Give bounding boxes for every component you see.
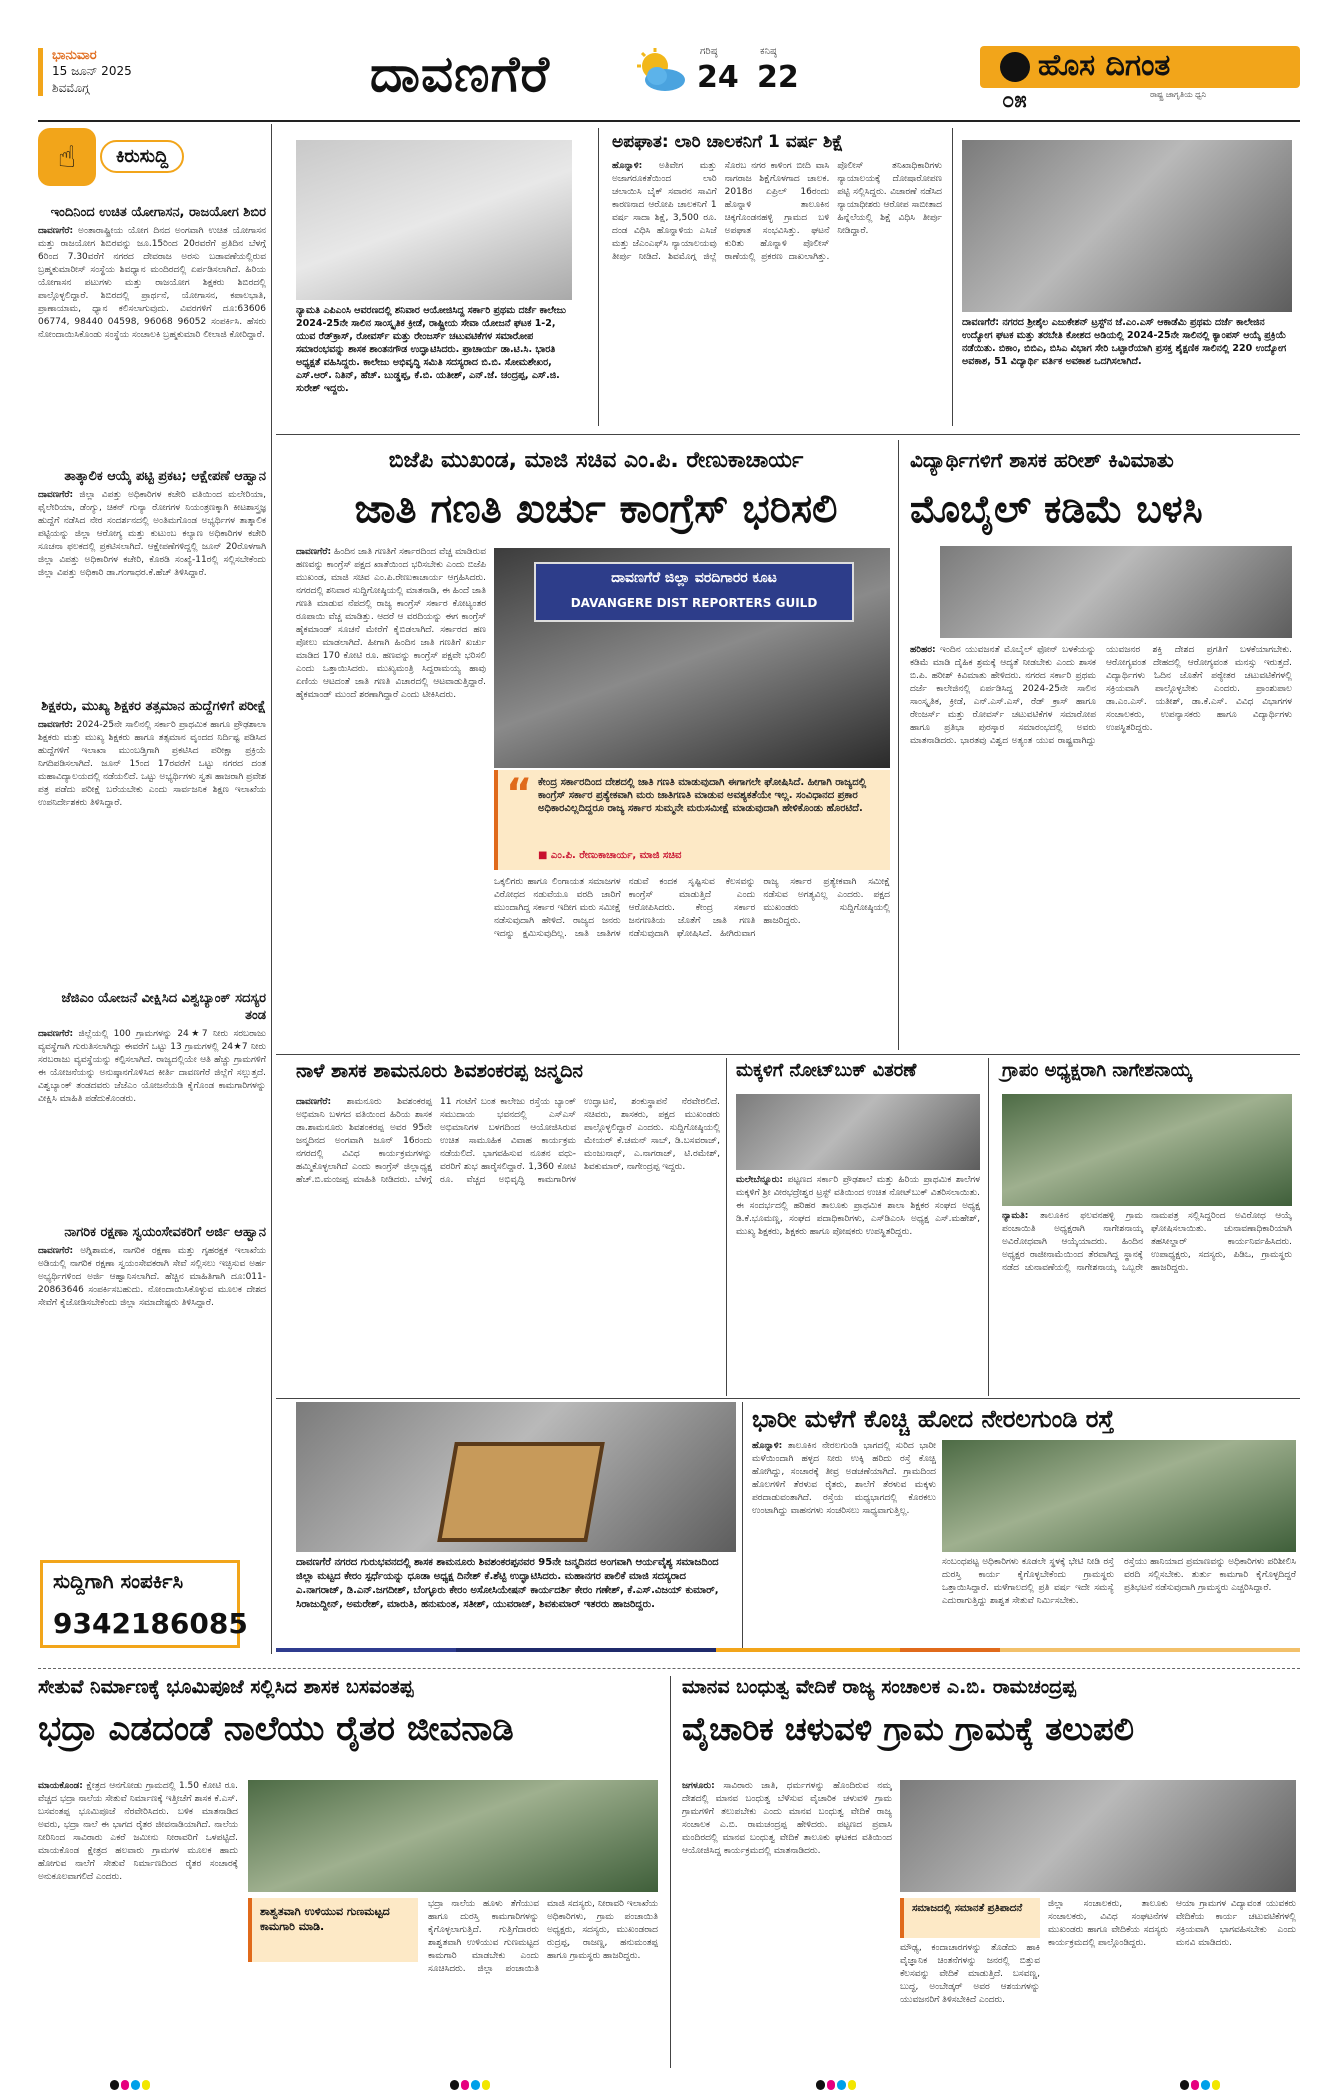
col-rule — [988, 1058, 989, 1396]
campus-photo-caption: ದಾವಣಗೆರೆ: ನಗರದ ಶ್ರೀಶೈಲ ಎಜುಕೇಶನ್ ಟ್ರಸ್ಟ್‌ನ ಜೆ.ಎಂ.ಎಸ್ ಆಕಾಡೆಮಿ ಪ್ರಥಮ ದರ್ಜೆ ಕಾಲೇಜಿನ ಉದ್ಯೋಗ ಘಟಕ ಮತ್ತು ತರಬೇತಿ ಕೋಶದ ಅಡಿಯಲ್ಲಿ 2024-25ನೇ ಸಾಲಿನಲ್ಲಿ ಕ್ಯಾಂಪಸ್ ಆಯ್ಕೆ ಪ್ರಕ್ರಿಯೆ ನಡೆಯಿತು. ಬಿಕಾಂ, ಬಿಬಿಎ, ಬಿಸಿಎ ವಿಭಾಗ ಸೇರಿ ಒಟ್ಟಾರೆಯಾಗಿ ಪ್ರಸಕ್ತ ಶೈಕ್ಷಣಿಕ ಸಾಲಿನಲ್ಲಿ 220 ಉದ್ಯೋಗ ಅವಕಾಶ, 51 ವಿದ್ಯಾರ್ಥಿ ವರ್ತಿಕ ಅವಕಾಶ ಒದಗಿಸಲಾಗಿದೆ. — [962, 317, 1287, 367]
kiru-suddi-column — [38, 128, 266, 1658]
village-body-col1 — [682, 1780, 892, 2066]
village-photo — [900, 1780, 1296, 1892]
notebook-body: ಪಟ್ಟಣದ ಸರ್ಕಾರಿ ಪ್ರೌಢಶಾಲೆ ಮತ್ತು ಹಿರಿಯ ಪ್ರಾಥಮಿಕ ಶಾಲೆಗಳ ಮಕ್ಕಳಿಗೆ ಶ್ರೀ ವೀರಭದ್ರೇಶ್ವರ ಟ್ರಸ್ಟ್ ವತಿಯಿಂದ ಉಚಿತ ನೋಟ್‌ಬುಕ್ ವಿತರಿಸಲಾಯಿತು. ಈ ಸಂದರ್ಭದಲ್ಲಿ ಹರಿಹರ ತಾಲೂಕು ಪ್ರಾಥಮಿಕ ಶಾಲಾ ಶಿಕ್ಷಕರ ಸಂಘದ ಅಧ್ಯಕ್ಷ ಡಿ.ಕೆ.ಭೂಮಣ್ಣ, ಸಂಘದ ಪದಾಧಿಕಾರಿಗಳು, ಎಸ್‌ಡಿಎಂಸಿ ಅಧ್ಯಕ್ಷ ಎಸ್.ಮಹೇಶ್, ಮುಖ್ಯ ಶಿಕ್ಷಕರು, ಶಿಕ್ಷಕರು ಹಾಗೂ ಪೋಷಕರು ಉಪಸ್ಥಿತರಿದ್ದರು. — [736, 1175, 980, 1237]
registration-mark-icon — [450, 2080, 490, 2090]
grampam-body-wrap — [1002, 1210, 1292, 1390]
min-label: ಕನಿಷ್ಠ — [760, 46, 777, 57]
day: ಭಾನುವಾರ — [52, 48, 97, 63]
road-body-col1 — [752, 1440, 936, 1626]
guild-banner-kn: ದಾವಣಗೆರೆ ಜಿಲ್ಲಾ ವರದಿಗಾರರ ಕೂಟ — [611, 570, 777, 586]
brief-body-wrap — [38, 225, 266, 453]
village-body-4: ಆಯಾ ಗ್ರಾಮಗಳ ವಿದ್ಯಾವಂತ ಯುವಕರು ವೇದಿಕೆಯ ಕಾರ್ಯ ಚಟುವಟಿಕೆಗಳಲ್ಲಿ ಸಕ್ರಿಯವಾಗಿ ಭಾಗವಹಿಸಬೇಕು ಎಂದು ಮನವಿ ಮಾಡಿದರು. — [1176, 1899, 1296, 1948]
page-number: ೦೫ — [1002, 88, 1027, 113]
col-rule — [726, 1058, 727, 1396]
lamp-icon — [1000, 52, 1030, 82]
guild-banner-en: DAVANGERE DIST REPORTERS GUILD — [570, 596, 818, 610]
village-body-3: ಜಿಲ್ಲಾ ಸಂಚಾಲಕರು, ತಾಲೂಕು ಸಂಚಾಲಕರು, ವಿವಿಧ ಸಂಘಟನೆಗಳ ಮುಖಂಡರು ಹಾಗೂ ವೇದಿಕೆಯ ಸದಸ್ಯರು ಕಾರ್ಯಕ್ರಮದಲ್ಲಿ ಪಾಲ್ಗೊಂಡಿದ್ದರು. — [1048, 1899, 1168, 1948]
road-body-col2 — [942, 1556, 1114, 1636]
canal-box-title: ಶಾಶ್ವತವಾಗಿ ಉಳಿಯುವ ಗುಣಮಟ್ಟದ ಕಾಮಗಾರಿ ಮಾಡಿ. — [260, 1905, 390, 1933]
accident-body: ಅತಿವೇಗ ಮತ್ತು ಅಜಾಗರೂಕತೆಯಿಂದ ಲಾರಿ ಚಲಾಯಿಸಿ ಬೈಕ್ ಸವಾರನ ಸಾವಿಗೆ ಕಾರಣನಾದ ಆರೋಪಿ ಚಾಲಕನಿಗೆ 1 ವರ್ಷ ಸಾದಾ ಶಿಕ್ಷೆ, 3,500 ರೂ. ದಂಡ ವಿಧಿಸಿ ಹೊನ್ನಾಳಿಯ ಎಸಿಜೆ ಮತ್ತು ಜೆಎಂಎಫ್‌ಸಿ ನ್ಯಾಯಾಲಯವು ತೀರ್ಪು ನೀಡಿದೆ. ಶಿವಮೊಗ್ಗ ಜಿಲ್ಲೆ ಸೊರಬ ನಗರ ಕಾಳಿಂಗ ಬೀದಿ ವಾಸಿ ನಾಗರಾಜ ಶಿಕ್ಷೆಗೊಳಗಾದ ಚಾಲಕ. 2018ರ ಏಪ್ರಿಲ್ 16ರಂದು ಹೊನ್ನಾಳಿ ತಾಲೂಕಿನ ಚಿಕ್ಕಗೊಂಡನಹಳ್ಳಿ ಗ್ರಾಮದ ಬಳಿ ಅಪಘಾತ ಸಂಭವಿಸಿತ್ತು. ಘಟನೆ ಕುರಿತು ಹೊನ್ನಾಳಿ ಪೊಲೀಸ್ ಠಾಣೆಯಲ್ಲಿ ಪ್ರಕರಣ ದಾಖಲಾಗಿತ್ತು. ಪೊಲೀಸ್ ತನಿಖಾಧಿಕಾರಿಗಳು ನ್ಯಾಯಾಲಯಕ್ಕೆ ದೋಷಾರೋಪಣ ಪಟ್ಟಿ ಸಲ್ಲಿಸಿದ್ದರು. ವಿಚಾರಣೆ ನಡೆಸಿದ ನ್ಯಾಯಾಧೀಶರು ಆರೋಪ ಸಾಬೀತಾದ ಹಿನ್ನೆಲೆಯಲ್ಲಿ ಶಿಕ್ಷೆ ವಿಧಿಸಿ ತೀರ್ಪು ನೀಡಿದ್ದಾರೆ. — [612, 161, 942, 262]
col-rule — [952, 128, 953, 426]
brief-place: ದಾವಣಗೆರೆ: — [38, 490, 74, 500]
birthday-body-wrap — [296, 1096, 720, 1392]
brief-body-wrap — [38, 1245, 266, 1403]
brief-title: ತಾತ್ಕಾಲಿಕ ಆಯ್ಕೆ ಪಟ್ಟಿ ಪ್ರಕಟ; ಆಕ್ಷೇಪಣೆ ಆಹ್ವಾನ — [64, 469, 266, 484]
weather-icon — [635, 48, 687, 94]
canal-body-col2 — [428, 1898, 658, 2066]
brief-item — [38, 468, 266, 683]
registration-mark-icon — [110, 2080, 150, 2090]
brief-item — [38, 204, 266, 453]
col-rule — [670, 1676, 671, 2068]
village-kicker: ಮಾನವ ಬಂಧುತ್ವ ವೇದಿಕೆ ರಾಜ್ಯ ಸಂಚಾಲಕ ಎ.ಬಿ. ರಾಮಚಂದ್ರಪ್ಪ — [682, 1676, 1076, 1698]
road-body: ತಾಲೂಕಿನ ನೇರಲಗುಂಡಿ ಭಾಗದಲ್ಲಿ ಸುರಿದ ಭಾರೀ ಮಳೆಯಿಂದಾಗಿ ಹಳ್ಳದ ನೀರು ಉಕ್ಕಿ ಹರಿದು ರಸ್ತೆ ಕೊಚ್ಚಿ ಹೋಗಿದ್ದು, ಸಂಚಾರಕ್ಕೆ ತೀವ್ರ ಅಡಚಣೆಯಾಗಿದೆ. ಗ್ರಾಮದಿಂದ ಹೊಲಗಳಿಗೆ ತೆರಳುವ ರೈತರು, ಶಾಲೆಗೆ ತೆರಳುವ ಮಕ್ಕಳು ಪರದಾಡುವಂತಾಗಿದೆ. ರಸ್ತೆಯ ಮಧ್ಯಭಾಗದಲ್ಲಿ ಕೊರಕಲು ಉಂಟಾಗಿದ್ದು ವಾಹನಗಳು ಸಂಚರಿಸಲು ಸಾಧ್ಯವಾಗುತ್ತಿಲ್ಲ. — [752, 1441, 936, 1516]
village-headline: ವೈಚಾರಿಕ ಚಳುವಳಿ ಗ್ರಾಮ ಗ್ರಾಮಕ್ಕೆ ತಲುಪಲಿ — [682, 1710, 1134, 1748]
road-body-col3 — [1124, 1556, 1296, 1636]
lead-kicker: ಬಿಜೆಪಿ ಮುಖಂಡ, ಮಾಜಿ ಸಚಿವ ಎಂ.ಪಿ. ರೇಣುಕಾಚಾರ್ಯ — [388, 448, 804, 473]
mobile-photo — [940, 546, 1292, 638]
separator-bar — [1000, 1648, 1300, 1652]
col-rule — [742, 1402, 743, 1650]
village-box-title: ಸಮಾಜದಲ್ಲಿ ಸಮಾನತೆ ಪ್ರತಿಪಾದನೆ — [912, 1903, 1023, 1914]
canal-body-2: ಭದ್ರಾ ನಾಲೆಯ ಹೂಳು ತೆಗೆಯುವ ಹಾಗೂ ದುರಸ್ತಿ ಕಾಮಗಾರಿಗಳನ್ನು ಕೈಗೊಳ್ಳಲಾಗುತ್ತಿದೆ. ಗುತ್ತಿಗೆದಾರರು ಶಾಶ್ವತವಾಗಿ ಉಳಿಯುವ ಗುಣಮಟ್ಟದ ಕಾಮಗಾರಿ ಮಾಡಬೇಕು ಎಂದು ಸೂಚಿಸಿದರು. ಜಿಲ್ಲಾ ಪಂಚಾಯಿತಿ ಮಾಜಿ ಸದಸ್ಯರು, ನೀರಾವರಿ ಇಲಾಖೆಯ ಅಧಿಕಾರಿಗಳು, ಗ್ರಾಮ ಪಂಚಾಯಿತಿ ಅಧ್ಯಕ್ಷರು, ಸದಸ್ಯರು, ಮುಖಂಡರಾದ ರುದ್ರಪ್ಪ, ರಾಜಣ್ಣ, ಹನುಮಂತಪ್ಪ ಹಾಗೂ ಗ್ರಾಮಸ್ಥರು ಹಾಜರಿದ್ದರು. — [428, 1899, 658, 1974]
brand-tag: ರಾಷ್ಟ್ರ ಜಾಗೃತಿಯ ಧ್ವನಿ — [1150, 90, 1207, 99]
mobile-headline: ಮೊಬೈಲ್ ಕಡಿಮೆ ಬಳಸಿ — [910, 487, 1203, 531]
brand-logo — [980, 40, 1300, 113]
village-body-col2 — [900, 1942, 1040, 2066]
road-place: ಹೊನ್ನಾಳಿ: — [752, 1441, 783, 1451]
guild-banner — [534, 562, 854, 622]
row-rule — [38, 1668, 1300, 1669]
lead-headline: ಜಾತಿ ಗಣತಿ ಖರ್ಚು ಕಾಂಗ್ರೆಸ್ ಭರಿಸಲಿ — [354, 486, 838, 532]
place: ಶಿವಮೊಗ್ಗ — [52, 81, 90, 95]
canal-kicker: ಸೇತುವೆ ನಿರ್ಮಾಣಕ್ಕೆ ಭೂಮಿಪೂಜೆ ಸಲ್ಲಿಸಿದ ಶಾಸಕ ಬಸವಂತಪ್ಪ — [38, 1676, 414, 1698]
max-label: ಗರಿಷ್ಠ — [700, 46, 718, 57]
village-body-col3 — [1048, 1898, 1168, 2066]
kiru-suddi-label: ಕಿರುಸುದ್ದಿ — [100, 140, 184, 173]
row-rule — [276, 1054, 1300, 1055]
quote-box — [494, 770, 890, 870]
notebook-headline: ಮಕ್ಕಳಿಗೆ ನೋಟ್‌ಬುಕ್ ವಿತರಣೆ — [736, 1060, 917, 1081]
campus-photo — [962, 140, 1292, 312]
brief-title: ಜೆಜಿಎಂ ಯೋಜನೆ ವೀಕ್ಷಿಸಿದ ವಿಶ್ವಬ್ಯಾಂಕ್ ಸದಸ್ಯರ ತಂಡ — [61, 991, 266, 1023]
brief-place: ದಾವಣಗೆರೆ: — [38, 1246, 74, 1256]
carrom-board-icon — [437, 1442, 605, 1542]
mobile-kicker: ವಿದ್ಯಾರ್ಥಿಗಳಿಗೆ ಶಾಸಕ ಹರೀಶ್ ಕಿವಿಮಾತು — [910, 448, 1174, 472]
notebook-photo — [736, 1094, 980, 1170]
brief-item — [38, 1224, 266, 1403]
registration-mark-icon — [1180, 2080, 1220, 2090]
brand-name: ಹೊಸ ದಿಗಂತ — [1038, 48, 1171, 83]
separator-bar — [900, 1648, 1000, 1652]
birthday-body: ಶಾಮನೂರು ಶಿವಶಂಕರಪ್ಪ ಅಭಿಮಾನಿ ಬಳಗದ ವತಿಯಿಂದ ಹಿರಿಯ ಶಾಸಕ ಡಾ.ಶಾಮನೂರು ಶಿವಶಂಕರಪ್ಪ ಅವರ 95ನೇ ಜನ್ಮದಿನದ ಅಂಗವಾಗಿ ಜೂನ್ 16ರಂದು ನಗರದಲ್ಲಿ ವಿವಿಧ ಕಾರ್ಯಕ್ರಮಗಳನ್ನು ಹಮ್ಮಿಕೊಳ್ಳಲಾಗಿದೆ ಎಂದು ಕಾಂಗ್ರೆಸ್ ಜಿಲ್ಲಾಧ್ಯಕ್ಷ ಹೆಚ್.ಬಿ.ಮಂಜಪ್ಪ ಮಾಹಿತಿ ನೀಡಿದರು. ಬೆಳಗ್ಗೆ 11 ಗಂಟೆಗೆ ಬಂತ ಕಾಲೇಜು ರಸ್ತೆಯ ಬ್ಯಾಂಕ್ ಸಮುದಾಯ ಭವನದಲ್ಲಿ ಎಸ್ಎಸ್ ಅಭಿಮಾನಿಗಳ ಬಳಗದಿಂದ ಆಯೋಜಿಸಿರುವ ಉಚಿತ ಸಾಮೂಹಿಕ ವಿವಾಹ ಕಾರ್ಯಕ್ರಮ ನಡೆಯಲಿದೆ. ಭಾಗವಹಿಸುವ ನೂತನ ವಧು-ವರರಿಗೆ ಶುಭ ಹಾರೈಸಲಿದ್ದಾರೆ. 1,360 ಕೋಟಿ ರೂ. ವೆಚ್ಚದ ಅಭಿವೃದ್ಧಿ ಕಾಮಗಾರಿಗಳ ಉದ್ಘಾಟನೆ, ಶಂಕುಸ್ಥಾಪನೆ ನೆರವೇರಲಿದೆ. ಸಚಿವರು, ಶಾಸಕರು, ಪಕ್ಷದ ಮುಖಂಡರು ಪಾಲ್ಗೊಳ್ಳಲಿದ್ದಾರೆ ಎಂದರು. ಸುದ್ದಿಗೋಷ್ಠಿಯಲ್ಲಿ ಮೇಯರ್ ಕೆ.ಚಮನ್ ಸಾಬ್, ಡಿ.ಬಸವರಾಜ್, ಮಂಜುನಾಥ್, ಎ.ನಾಗರಾಜ್, ಟಿ.ರಮೇಶ್, ಶಿವಕುಮಾರ್, ನಾಗೇಂದ್ರಪ್ಪ ಇದ್ದರು. — [296, 1097, 720, 1185]
orange-rule-icon — [38, 48, 43, 96]
lead-body-col1 — [296, 546, 486, 1046]
canal-body-col1 — [38, 1780, 238, 2066]
masthead-rule — [38, 120, 1300, 122]
notebook-place: ಮಲೇಬೆನ್ನೂರು: — [736, 1175, 784, 1185]
mobile-body: ಇಂದಿನ ಯುವಜನತೆ ಮೊಬೈಲ್ ಫೋನ್ ಬಳಕೆಯನ್ನು ಕಡಿಮೆ ಮಾಡಿ ದೈಹಿಕ ಶ್ರಮಕ್ಕೆ ಆದ್ಯತೆ ನೀಡಬೇಕು ಎಂದು ಶಾಸಕ ಬಿ.ಪಿ. ಹರೀಶ್ ಕಿವಿಮಾತು ಹೇಳಿದರು. ನಗರದ ಸರ್ಕಾರಿ ಪ್ರಥಮ ದರ್ಜೆ ಕಾಲೇಜಿನಲ್ಲಿ ಏರ್ಪಡಿಸಿದ್ದ 2024-25ನೇ ಸಾಲಿನ ಸಾಂಸ್ಕೃತಿಕ, ಕ್ರೀಡೆ, ಎನ್.ಎಸ್.ಎಸ್, ರೆಡ್ ಕ್ರಾಸ್ ಹಾಗೂ ರೇಂಜರ್ಸ್ ಮತ್ತು ರೋವರ್ಸ್ ಚಟುವಟಿಕೆಗಳ ಸಮಾರೋಪ ಹಾಗೂ ಪ್ರತಿಭಾ ಪುರಸ್ಕಾರ ಸಮಾರಂಭದಲ್ಲಿ ಅವರು ಮಾತನಾಡಿದರು. ಭಾರತವು ವಿಶ್ವದ ಅತ್ಯಂತ ಯುವ ರಾಷ್ಟ್ರವಾಗಿದ್ದು ಯುವಜನರ ಶಕ್ತಿ ದೇಶದ ಪ್ರಗತಿಗೆ ಬಳಕೆಯಾಗಬೇಕು. ಆರೋಗ್ಯವಂತ ದೇಹದಲ್ಲಿ ಆರೋಗ್ಯವಂತ ಮನಸ್ಸು ಇರುತ್ತದೆ. ವಿದ್ಯಾರ್ಥಿಗಳು ಓದಿನ ಜೊತೆಗೆ ಪಠ್ಯೇತರ ಚಟುವಟಿಕೆಗಳಲ್ಲಿ ಸಕ್ರಿಯವಾಗಿ ಪಾಲ್ಗೊಳ್ಳಬೇಕು ಎಂದರು. ಪ್ರಾಂಶುಪಾಲ ಡಾ.ಎಂ.ಎಸ್. ಯತೀಶ್, ಡಾ.ಕೆ.ಎಸ್. ವಿವಿಧ ವಿಭಾಗಗಳ ಸಂಚಾಲಕರು, ಉಪನ್ಯಾಸಕರು ಹಾಗೂ ವಿದ್ಯಾರ್ಥಿಗಳು ಉಪಸ್ಥಿತರಿದ್ದರು. — [910, 645, 1292, 746]
grampam-place: ನ್ಯಾಮತಿ: — [1002, 1211, 1029, 1221]
quote-text: ಕೇಂದ್ರ ಸರ್ಕಾರದಿಂದ ದೇಶದಲ್ಲಿ ಜಾತಿ ಗಣತಿ ಮಾಡುವುದಾಗಿ ಈಗಾಗಲೇ ಘೋಷಿಸಿದೆ. ಹೀಗಾಗಿ ರಾಜ್ಯದಲ್ಲಿ ಕಾಂಗ್ರೆಸ್ ಸರ್ಕಾರ ಪ್ರತ್ಯೇಕವಾಗಿ ಮರು ಜಾತಿಗಣತಿ ಮಾಡುವ ಅವಶ್ಯಕತೆಯೇ ಇಲ್ಲ. ಸಂವಿಧಾನದ ಪ್ರಕಾರ ಅಧಿಕಾರವಿಲ್ಲದಿದ್ದರೂ ರಾಜ್ಯ ಸರ್ಕಾರ ಸುಮ್ಮನೇ ಮರುಸಮೀಕ್ಷೆ ಮಾಡುವುದಾಗಿ ಹೇಳಿಕೊಂಡು ಹೊರಟಿದೆ. — [538, 777, 867, 814]
city-title: ದಾವಣಗೆರೆ — [370, 45, 550, 103]
brief-body: 2024-25ನೇ ಸಾಲಿನಲ್ಲಿ ಸರ್ಕಾರಿ ಪ್ರಾಥಮಿಕ ಹಾಗೂ ಪ್ರೌಢಶಾಲಾ ಶಿಕ್ಷಕರು ಮತ್ತು ಮುಖ್ಯ ಶಿಕ್ಷಕರು ಹಾಗೂ ತತ್ಸಮಾನ ವೃಂದದ ನಿರ್ದಿಷ್ಟ ಪಡಿಸಿದ ಹುದ್ದೆಗಳಿಗೆ ಇಲಾಖಾ ಮುಂಬಡ್ತಿಗಾಗಿ ಪ್ರಕಟಿಸಿದ ಪರೀಕ್ಷಾ ಪ್ರಕ್ರಿಯೆ ನಿಗದಿಪಡಿಸಲಾಗಿದೆ. ಜೂನ್ 15ಂದ 17ರವರೆಗೆ ಒಟ್ಟು ನಗರದ ದಂತ ಮಹಾವಿದ್ಯಾಲಯದಲ್ಲಿ ನಡೆಯಲಿದೆ. ಒಟ್ಟು ಅಭ್ಯರ್ಥಿಗಳು ಸ್ವತಃ ಹಾಜರಾಗಿ ಪ್ರವೇಶ ಪತ್ರ ಪಡೆದು ಪರೀಕ್ಷೆ ಬರೆಯಬೇಕು ಎಂದು ಸಾರ್ವಜನಿಕ ಶಿಕ್ಷಣ ಇಲಾಖೆಯ ಉಪನಿರ್ದೇಶಕರು ತಿಳಿಸಿದ್ದಾರೆ. — [38, 720, 266, 808]
lead-body-cont: ಒಕ್ಕಲಿಗರು ಹಾಗೂ ಲಿಂಗಾಯತ ಸಮಾಜಗಳ ವಿರೋಧದ ನಡುವೆಯೂ ವರದಿ ಜಾರಿಗೆ ಮುಂದಾಗಿದ್ದ ಸರ್ಕಾರ ಇದೀಗ ಮರು ಸಮೀಕ್ಷೆ ನಡೆಸುವುದಾಗಿ ಹೇಳಿದೆ. ರಾಜ್ಯದ ಜನರು ಇದನ್ನು ಕ್ಷಮಿಸುವುದಿಲ್ಲ. ಜಾತಿ ಜಾತಿಗಳ ನಡುವೆ ಕಂದಕ ಸೃಷ್ಟಿಸುವ ಕೆಲಸವನ್ನು ಕಾಂಗ್ರೆಸ್ ಮಾಡುತ್ತಿದೆ ಎಂದು ಆರೋಪಿಸಿದರು. ಕೇಂದ್ರ ಸರ್ಕಾರ ಜನಗಣತಿಯ ಜೊತೆಗೆ ಜಾತಿ ಗಣತಿ ನಡೆಸುವುದಾಗಿ ಘೋಷಿಸಿದೆ. ಹೀಗಿರುವಾಗ ರಾಜ್ಯ ಸರ್ಕಾರ ಪ್ರತ್ಯೇಕವಾಗಿ ಸಮೀಕ್ಷೆ ನಡೆಸುವ ಅಗತ್ಯವಿಲ್ಲ ಎಂದರು. ಪಕ್ಷದ ಮುಖಂಡರು ಸುದ್ದಿಗೋಷ್ಠಿಯಲ್ಲಿ ಹಾಜರಿದ್ದರು. — [494, 877, 890, 939]
grampam-headline: ಗ್ರಾಪಂ ಅಧ್ಯಕ್ಷರಾಗಿ ನಾಗೇಶನಾಯ್ಕ — [1002, 1060, 1192, 1081]
mobile-place: ಹರಿಹರ: — [910, 645, 936, 655]
brief-place: ದಾವಣಗೆರೆ: — [38, 226, 74, 236]
road-body-2: ಸಂಬಂಧಪಟ್ಟ ಅಧಿಕಾರಿಗಳು ಕೂಡಲೇ ಸ್ಥಳಕ್ಕೆ ಭೇಟಿ ನೀಡಿ ರಸ್ತೆ ದುರಸ್ತಿ ಕಾರ್ಯ ಕೈಗೊಳ್ಳಬೇಕೆಂದು ಗ್ರಾಮಸ್ಥರು ಒತ್ತಾಯಿಸಿದ್ದಾರೆ. ಮಳೆಗಾಲದಲ್ಲಿ ಪ್ರತಿ ವರ್ಷ ಇದೇ ಸಮಸ್ಯೆ ಎದುರಾಗುತ್ತಿದ್ದು ಶಾಶ್ವತ ಸೇತುವೆ ನಿರ್ಮಿಸಬೇಕು. — [942, 1557, 1114, 1606]
brief-body-wrap — [38, 719, 266, 965]
brief-item — [38, 698, 266, 965]
brief-place: ದಾವಣಗೆರೆ: — [38, 1029, 74, 1039]
road-photo — [942, 1440, 1296, 1552]
canal-body: ಕ್ಷೇತ್ರದ ಆನಗೋಡು ಗ್ರಾಮದಲ್ಲಿ 1.50 ಕೋಟಿ ರೂ. ವೆಚ್ಚದ ಭದ್ರಾ ನಾಲೆಯ ಸೇತುವೆ ನಿರ್ಮಾಣಕ್ಕೆ ಇತ್ತೀಚೆಗೆ ಶಾಸಕ ಕೆ.ಎಸ್. ಬಸವಂತಪ್ಪ ಭೂಮಿಪೂಜೆ ನೆರವೇರಿಸಿದರು. ಬಳಿಕ ಮಾತನಾಡಿದ ಅವರು, ಭದ್ರಾ ನಾಲೆ ಈ ಭಾಗದ ರೈತರ ಜೀವನಾಡಿಯಾಗಿದೆ. ನಾಲೆಯ ನೀರಿನಿಂದ ಸಾವಿರಾರು ಎಕರೆ ಜಮೀನು ನೀರಾವರಿಗೆ ಒಳಪಟ್ಟಿದೆ. ಮಾಯಕೊಂಡ ಕ್ಷೇತ್ರದ ಹಲವಾರು ಗ್ರಾಮಗಳ ಮೂಲಕ ಹಾದು ಹೋಗುವ ನಾಲೆಗೆ ಸೇತುವೆ ನಿರ್ಮಾಣದಿಂದ ರೈತರ ಸಂಚಾರಕ್ಕೆ ಅನುಕೂಲವಾಗಲಿದೆ ಎಂದರು. — [38, 1781, 238, 1882]
contact-label: ಸುದ್ದಿಗಾಗಿ ಸಂಪರ್ಕಿಸಿ — [53, 1569, 184, 1593]
contact-box — [40, 1560, 248, 1648]
contact-number: 9342186085 — [53, 1607, 248, 1640]
quote-by: ■ ಎಂ.ಪಿ. ರೇಣುಕಾಚಾರ್ಯ, ಮಾಜಿ ಸಚಿವ — [538, 850, 682, 861]
col-rule — [898, 440, 899, 1050]
canal-box — [248, 1898, 418, 1962]
event-photo-caption: ನ್ಯಾಮತಿ ಎಪಿಎಂಸಿ ಆವರಣದಲ್ಲಿ ಶನಿವಾರ ಆಯೋಜಿಸಿದ್ದ ಸರ್ಕಾರಿ ಪ್ರಥಮ ದರ್ಜೆ ಕಾಲೇಜು 2024-25ನೇ ಸಾಲಿನ ಸಾಂಸ್ಕೃತಿಕ ಕ್ರೀಡೆ, ರಾಷ್ಟ್ರೀಯ ಸೇವಾ ಯೋಜನೆ ಘಟಕ 1-2, ಯುವ ರೆಡ್‌ಕ್ರಾಸ್, ರೋವರ್ಸ್ ಮತ್ತು ರೇಂಜರ್ಸ್ ಚಟುವಟಿಕೆಗಳ ಸಮಾರೋಪ ಸಮಾರಂಭವನ್ನು ಶಾಸಕ ಶಾಂತನಗೌಡ ಉದ್ಘಾಟಿಸಿದರು. ಪ್ರಾಚಾರ್ಯ ಡಾ.ಟಿ.ಸಿ. ಭಾರತಿ ಅಧ್ಯಕ್ಷತೆ ವಹಿಸಿದ್ದರು. ಕಾಲೇಜು ಅಭಿವೃದ್ಧಿ ಸಮಿತಿ ಸದಸ್ಯರಾದ ಬಿ.ಬಿ. ಸೋಮಶೇಖರ, ಎಸ್.ಆರ್. ನಿತಿನ್, ಹೆಚ್. ಬುಡ್ಡಪ್ಪ, ಕೆ.ಬಿ. ಯತೀಶ್, ಎನ್.ಜೆ. ಚಂದ್ರಪ್ಪ, ಎಸ್.ಜಿ. ಸುರೇಶ್ ಇದ್ದರು. — [296, 305, 566, 394]
hand-icon: ☝ — [38, 128, 96, 186]
min-temp: 22 — [757, 60, 799, 95]
brief-title: ಶಿಕ್ಷಕರು, ಮುಖ್ಯ ಶಿಕ್ಷಕರ ತತ್ಸಮಾನ ಹುದ್ದೆಗಳಿಗೆ ಪರೀಕ್ಷೆ — [41, 699, 266, 714]
brief-item — [38, 990, 266, 1216]
brief-body: ಅಂತಾರಾಷ್ಟ್ರೀಯ ಯೋಗ ದಿನದ ಅಂಗವಾಗಿ ಉಚಿತ ಯೋಗಾಸನ ಮತ್ತು ರಾಜಯೋಗ ಶಿಬಿರವನ್ನು ಜೂ.15ರಿಂದ 20ರವರೆಗೆ ಪ್ರತಿದಿನ ಬೆಳಗ್ಗೆ 6ರಿಂದ 7.30ವರೆಗೆ ನಗರದ ದೇವರಾಜ ಅರಸು ಬಡಾವಣೆಯಲ್ಲಿರುವ ಬ್ರಹ್ಮಕುಮಾರೀಸ್ ಸಂಸ್ಥೆಯ ಶಿವಧ್ಯಾನ ಮಂದಿರದಲ್ಲಿ ಏರ್ಪಡಿಸಲಾಗಿದೆ. ಹಿರಿಯ ಯೋಗಾಸನ ಪಟುಗಳು ಮತ್ತು ರಾಜಯೋಗ ಶಿಕ್ಷಕರು ಶಿಬಿರದಲ್ಲಿ ಪಾಲ್ಗೊಳ್ಳಲಿದ್ದಾರೆ. ಶಿಬಿರದಲ್ಲಿ ಪ್ರಾರ್ಥನೆ, ಯೋಗಾಸನ, ಕಪಾಲಭಾತಿ, ಪ್ರಾಣಾಯಾಮ, ಧ್ಯಾನ ಕಲಿಸಲಾಗುವುದು. ವಿವರಗಳಿಗೆ ದೂ:63606 06774, 98440 04598, 96068 96052 ಸಂಪರ್ಕಿಸಿ. ಹೆಸರು ನೋಂದಾಯಿಸಿಕೊಂಡು ಸಂಸ್ಥೆಯ ಸಂಚಾಲಕಿ ಬ್ರಹ್ಮಕುಮಾರಿ ಲೀಲಾಜಿ ಕೋರಿದ್ದಾರೆ. — [38, 226, 266, 340]
max-temp: 24 — [697, 60, 739, 95]
lead-body: ಹಿಂದಿನ ಜಾತಿ ಗಣತಿಗೆ ಸರ್ಕಾರದಿಂದ ವೆಚ್ಚ ಮಾಡಿರುವ ಹಣವನ್ನು ಕಾಂಗ್ರೆಸ್ ಪಕ್ಷದ ಖಾತೆಯಿಂದ ಭರಿಸಬೇಕು ಎಂದು ಬಿಜೆಪಿ ಮುಖಂಡ, ಮಾಜಿ ಸಚಿವ ಎಂ.ಪಿ.ರೇಣುಕಾಚಾರ್ಯ ಆಗ್ರಹಿಸಿದರು. ನಗರದಲ್ಲಿ ಶನಿವಾರ ಸುದ್ದಿಗೋಷ್ಠಿಯಲ್ಲಿ ಮಾತನಾಡಿ, ಈ ಹಿಂದೆ ಜಾತಿ ಗಣತಿ ಮಾಡುವ ನೆಪದಲ್ಲಿ ರಾಜ್ಯ ಕಾಂಗ್ರೆಸ್ ಸರ್ಕಾರ ಕೋಟ್ಯಂತರ ರೂಪಾಯಿ ವೆಚ್ಚ ಮಾಡಿತ್ತು. ಆದರೆ ಆ ವರದಿಯನ್ನು ಈಗ ಕಾಂಗ್ರೆಸ್ ಹೈಕಮಾಂಡ್ ಸೂಚನೆ ಮೇರೆಗೆ ಕೈಬಿಡಲಾಗಿದೆ. ಸರ್ಕಾರದ ಹಣ ಪೋಲು ಮಾಡಲಾಗಿದೆ. ಹೀಗಾಗಿ ಹಿಂದಿನ ಜಾತಿ ಗಣತಿಗೆ ಖರ್ಚು ಮಾಡಿದ 170 ಕೋಟಿ ರೂ. ಹಣವನ್ನು ಕಾಂಗ್ರೆಸ್ ಪಕ್ಷವೇ ಭರಿಸಲಿ ಎಂದು ಒತ್ತಾಯಿಸಿದರು. ಮುಖ್ಯಮಂತ್ರಿ ಸಿದ್ದರಾಮಯ್ಯ ಹಾವು ಏಣಿಯ ಆಟದಂತೆ ಜಾತಿ ಗಣತಿ ವಿಚಾರದಲ್ಲಿ ಆಟವಾಡುತ್ತಿದ್ದಾರೆ. ಹೈಕಮಾಂಡ್ ಮುಂದೆ ಶರಣಾಗಿದ್ದಾರೆ ಎಂದು ಟೀಕಿಸಿದರು. — [296, 547, 486, 700]
event-photo — [296, 140, 572, 300]
village-body: ಸಾವಿರಾರು ಜಾತಿ, ಧರ್ಮಗಳನ್ನು ಹೊಂದಿರುವ ನಮ್ಮ ದೇಶದಲ್ಲಿ ಮಾನವ ಬಂಧುತ್ವ ಬೆಳೆಸುವ ವೈಚಾರಿಕ ಚಳುವಳಿ ಗ್ರಾಮ ಗ್ರಾಮಗಳಿಗೆ ತಲುಪಬೇಕು ಎಂದು ಮಾನವ ಬಂಧುತ್ವ ವೇದಿಕೆ ರಾಜ್ಯ ಸಂಚಾಲಕ ಎ.ಬಿ. ರಾಮಚಂದ್ರಪ್ಪ ಹೇಳಿದರು. ಪಟ್ಟಣದ ಪ್ರವಾಸಿ ಮಂದಿರದಲ್ಲಿ ಮಾನವ ಬಂಧುತ್ವ ವೇದಿಕೆ ತಾಲೂಕು ಘಟಕದ ವತಿಯಿಂದ ಆಯೋಜಿಸಿದ್ದ ಕಾರ್ಯಕ್ರಮದಲ್ಲಿ ಮಾತನಾಡಿದರು. — [682, 1781, 892, 1856]
carrom-photo — [296, 1402, 736, 1552]
carrom-caption: ದಾವಣಗೆರೆ ನಗರದ ಗುರುಭವನದಲ್ಲಿ ಶಾಸಕ ಶಾಮನೂರು ಶಿವಶಂಕರಪ್ಪನವರ 95ನೇ ಜನ್ಮದಿನದ ಅಂಗವಾಗಿ ಆರ್ಯವೈಶ್ಯ ಸಮಾಜದಿಂದ ಜಿಲ್ಲಾ ಮಟ್ಟದ ಕೇರಂ ಸ್ಪರ್ಧೆಯನ್ನು ಧೂಡಾ ಅಧ್ಯಕ್ಷ ದಿನೇಶ್ ಕೆ.ಶೆಟ್ಟಿ ಉದ್ಘಾಟಿಸಿದರು. ಮಹಾನಗರ ಪಾಲಿಕೆ ಮಾಜಿ ಸದಸ್ಯರಾದ ಎ.ನಾಗರಾಜ್, ಡಿ.ಎನ್.ಜಗದೀಶ್, ಬೆಂಗ್ಳೂರು ಕೇರಂ ಅಸೋಸಿಯೇಷನ್ ಕಾರ್ಯದರ್ಶಿ ಕೇರಂ ಗಣೇಶ್, ಕೆ.ಎಸ್.ವಿಜಯ್ ಕುಮಾರ್, ಸಿರಾಜುದ್ದೀನ್, ಅಮರೇಶ್, ಮಾರುತಿ, ಹನುಮಂತ, ಸತೀಶ್, ಯುವರಾಜ್, ಶಿವಕುಮಾರ್ ಇತರರು ಹಾಜರಿದ್ದರು. — [296, 1557, 719, 1610]
separator-bar — [276, 1648, 456, 1652]
brief-title: ನಾಗರಿಕ ರಕ್ಷಣಾ ಸ್ವಯಂಸೇವಕರಿಗೆ ಅರ್ಜಿ ಆಹ್ವಾನ — [64, 1225, 266, 1240]
brief-title: ಇಂದಿನಿಂದ ಉಚಿತ ಯೋಗಾಸನ, ರಾಜಯೋಗ ಶಿಬಿರ — [50, 205, 266, 220]
village-body-col4 — [1176, 1898, 1296, 2066]
road-body-3: ರಸ್ತೆಯು ಹಾನಿಯಾದ ಪ್ರಮಾಣವನ್ನು ಅಧಿಕಾರಿಗಳು ಪರಿಶೀಲಿಸಿ ವರದಿ ಸಲ್ಲಿಸಬೇಕು. ತುರ್ತು ಕಾಮಗಾರಿ ಕೈಗೊಳ್ಳದಿದ್ದರೆ ಪ್ರತಿಭಟನೆ ನಡೆಸುವುದಾಗಿ ಗ್ರಾಮಸ್ಥರು ಎಚ್ಚರಿಸಿದ್ದಾರೆ. — [1124, 1557, 1296, 1593]
brief-body-wrap — [38, 1028, 266, 1216]
grampam-photo — [1002, 1094, 1292, 1206]
separator-bar — [716, 1648, 900, 1652]
village-place: ಜಗಳೂರು: — [682, 1781, 715, 1791]
village-body-2: ಮೌಢ್ಯ, ಕಂದಾಚಾರಗಳನ್ನು ತೊಡೆದು ಹಾಕಿ ವೈಜ್ಞಾನಿಕ ಚಿಂತನೆಗಳನ್ನು ಜನರಲ್ಲಿ ಬಿತ್ತುವ ಕೆಲಸವನ್ನು ವೇದಿಕೆ ಮಾಡುತ್ತಿದೆ. ಬಸವಣ್ಣ, ಬುದ್ಧ, ಅಂಬೇಡ್ಕರ್ ಅವರ ಆಶಯಗಳನ್ನು ಯುವಜನರಿಗೆ ತಿಳಿಸಬೇಕಿದೆ ಎಂದರು. — [900, 1943, 1040, 2005]
date: 15 ಜೂನ್ 2025 — [52, 64, 132, 78]
row-rule — [276, 1398, 1300, 1399]
canal-headline: ಭದ್ರಾ ಎಡದಂಡೆ ನಾಲೆಯು ರೈತರ ಜೀವನಾಡಿ — [38, 1709, 514, 1749]
brief-body: ಜಿಲ್ಲೆಯಲ್ಲಿ 100 ಗ್ರಾಮಗಳನ್ನು 24★7 ನೀರು ಸರಬರಾಜು ವ್ಯವಸ್ಥೆಗಾಗಿ ಗುರುತಿಸಲಾಗಿದ್ದು ಈವರೆಗೆ ಒಟ್ಟು 13 ಗ್ರಾಮಗಳಲ್ಲಿ 24★7 ನೀರು ಸರಬರಾಜು ವ್ಯವಸ್ಥೆಯನ್ನು ಕಲ್ಪಿಸಲಾಗಿದೆ. ರಾಜ್ಯದಲ್ಲಿಯೇ ಆತಿ ಹೆಚ್ಚು ಗ್ರಾಮಗಳಿಗೆ ಈ ಯೋಜನೆಯನ್ನು ಅನುಷ್ಠಾನಗೊಳಿಸಿದ ಕೀರ್ತಿ ದಾವಣಗೆರೆ ಜಿಲ್ಲೆಗೆ ಸಲ್ಲುತ್ತದೆ. ವಿಶ್ವಬ್ಯಾಂಕ್ ತಂಡದವರು ಜೆಜೆಎಂ ಯೋಜನೆಯಡಿ ಕೈಗೊಂಡ ಕಾಮಗಾರಿಗಳನ್ನು ವೀಕ್ಷಿಸಿ ಮಾಹಿತಿ ಪಡೆದುಕೊಂಡರು. — [38, 1029, 266, 1104]
road-headline: ಭಾರೀ ಮಳೆಗೆ ಕೊಚ್ಚಿ ಹೋದ ನೇರಲಗುಂಡಿ ರಸ್ತೆ — [752, 1405, 1115, 1433]
canal-place: ಮಾಯಕೊಂಡ: — [38, 1781, 83, 1791]
canal-photo — [248, 1780, 658, 1892]
lead-place: ದಾವಣಗೆರೆ: — [296, 547, 332, 557]
birthday-headline: ನಾಳೆ ಶಾಸಕ ಶಾಮನೂರು ಶಿವಶಂಕರಪ್ಪ ಜನ್ಮದಿನ — [296, 1060, 583, 1082]
brief-place: ದಾವಣಗೆರೆ: — [38, 720, 74, 730]
brief-body-wrap — [38, 489, 266, 683]
mobile-body-wrap — [910, 644, 1292, 1044]
accident-body-wrap — [612, 160, 942, 422]
separator-bar — [456, 1648, 716, 1652]
brief-body: ಜಿಲ್ಲಾ ವಿಪತ್ತು ಅಧಿಕಾರಿಗಳ ಕಚೇರಿ ವತಿಯಿಂದ ಮಲೇರಿಯಾ, ಫೈಲೇರಿಯಾ, ಡೆಂಗ್ಯು, ಚಿಕನ್ ಗುನ್ಯಾ ರೋಗಗಳ ನಿಯಂತ್ರಣಕ್ಕಾಗಿ ಕೀಟಶಾಸ್ತ್ರಜ್ಞ ಹುದ್ದೆಗೆ ನಡೆಸಿದ ನೇರ ಸಂದರ್ಶನದಲ್ಲಿ ಅಂತಿಮಗೊಂಡ ಅಭ್ಯರ್ಥಿಗಳ ತಾತ್ಕಾಲಿಕ ಪಟ್ಟಿಯನ್ನು ಜಿಲ್ಲಾ ಆರೋಗ್ಯ ಮತ್ತು ಕುಟುಂಬ ಕಲ್ಯಾಣ ಅಧಿಕಾರಿಗಳ ಕಚೇರಿ ಸೂಚನಾ ಫಲಕದಲ್ಲಿ ಪ್ರಕಟಿಸಲಾಗಿದೆ. ಆಕ್ಷೇಪಣೆಗಳಿದ್ದಲ್ಲಿ ಜೂನ್ 20ರೊಳಗಾಗಿ ಜಿಲ್ಲಾ ವಿಪತ್ತು ಅಧಿಕಾರಿಗಳ ಕಚೇರಿ, ಕೊಠಡಿ ಸಂಖ್ಯೆ-11ರಲ್ಲಿ ಸಲ್ಲಿಸಬೇಕೆಂದು ಜಿಲ್ಲಾ ವಿಪತ್ತು ಅಧಿಕಾರಿ ಡಾ.ಗಂಗಾಧರ.ಕೆ.ಹೆಚ್ ತಿಳಿಸಿದ್ದಾರೆ. — [38, 490, 266, 578]
masthead — [0, 0, 1337, 120]
registration-mark-icon — [816, 2080, 856, 2090]
left-column-rule — [271, 124, 272, 1654]
accident-place: ಹೊನ್ನಾಳಿ: — [612, 161, 643, 171]
accident-headline: ಅಪಘಾತ: ಲಾರಿ ಚಾಲಕನಿಗೆ 1 ವರ್ಷ ಶಿಕ್ಷೆ — [612, 132, 844, 152]
col-rule — [598, 128, 599, 426]
birthday-place: ದಾವಣಗೆರೆ: — [296, 1097, 332, 1107]
press-meet-photo — [494, 548, 890, 768]
kiru-suddi-badge — [38, 128, 238, 188]
notebook-body-wrap — [736, 1174, 980, 1390]
quote-mark-icon: “ — [506, 771, 533, 817]
brief-body: ಅಗ್ನಿಶಾಮಕ, ನಾಗರಿಕ ರಕ್ಷಣಾ ಮತ್ತು ಗೃಹರಕ್ಷಕ ಇಲಾಖೆಯ ಅಡಿಯಲ್ಲಿ ನಾಗರಿಕ ರಕ್ಷಣಾ ಸ್ವಯಂಸೇವಕರಾಗಿ ಸೇವೆ ಸಲ್ಲಿಸಲು ಇಚ್ಛಿಸುವ ಅರ್ಹ ಅಭ್ಯರ್ಥಿಗಳಿಂದ ಅರ್ಜಿ ಆಹ್ವಾನಿಸಲಾಗಿದೆ. ಹೆಚ್ಚಿನ ಮಾಹಿತಿಗಾಗಿ ದೂ:011-20863646 ಸಂಪರ್ಕಿಸಬಹುದು. ನೋಂದಾಯಿಸಿಕೊಳ್ಳುವ ಮೂಲಕ ದೇಶದ ಸೇವೆಗೆ ಕೈಜೋಡಿಸಬೇಕೆಂದು ಜಿಲ್ಲಾ ಸಮಾದೇಷ್ಟರು ತಿಳಿಸಿದ್ದಾರೆ. — [38, 1246, 266, 1308]
village-box — [900, 1898, 1040, 1938]
row-rule — [276, 434, 1300, 435]
lead-body-col2 — [494, 876, 890, 1046]
grampam-body: ತಾಲೂಕಿನ ಫಲವನಹಳ್ಳಿ ಗ್ರಾಮ ಪಂಚಾಯಿತಿ ಅಧ್ಯಕ್ಷರಾಗಿ ನಾಗೇಶನಾಯ್ಕ ಅವಿರೋಧವಾಗಿ ಆಯ್ಕೆಯಾದರು. ಹಿಂದಿನ ಅಧ್ಯಕ್ಷರ ರಾಜೀನಾಮೆಯಿಂದ ತೆರವಾಗಿದ್ದ ಸ್ಥಾನಕ್ಕೆ ನಡೆದ ಚುನಾವಣೆಯಲ್ಲಿ ನಾಗೇಶನಾಯ್ಕ ಒಬ್ಬರೇ ನಾಮಪತ್ರ ಸಲ್ಲಿಸಿದ್ದರಿಂದ ಅವಿರೋಧ ಆಯ್ಕೆ ಘೋಷಿಸಲಾಯಿತು. ಚುನಾವಣಾಧಿಕಾರಿಯಾಗಿ ತಹಸೀಲ್ದಾರ್ ಕಾರ್ಯನಿರ್ವಹಿಸಿದರು. ಉಪಾಧ್ಯಕ್ಷರು, ಸದಸ್ಯರು, ಪಿಡಿಒ, ಗ್ರಾಮಸ್ಥರು ಹಾಜರಿದ್ದರು. — [1002, 1211, 1292, 1273]
